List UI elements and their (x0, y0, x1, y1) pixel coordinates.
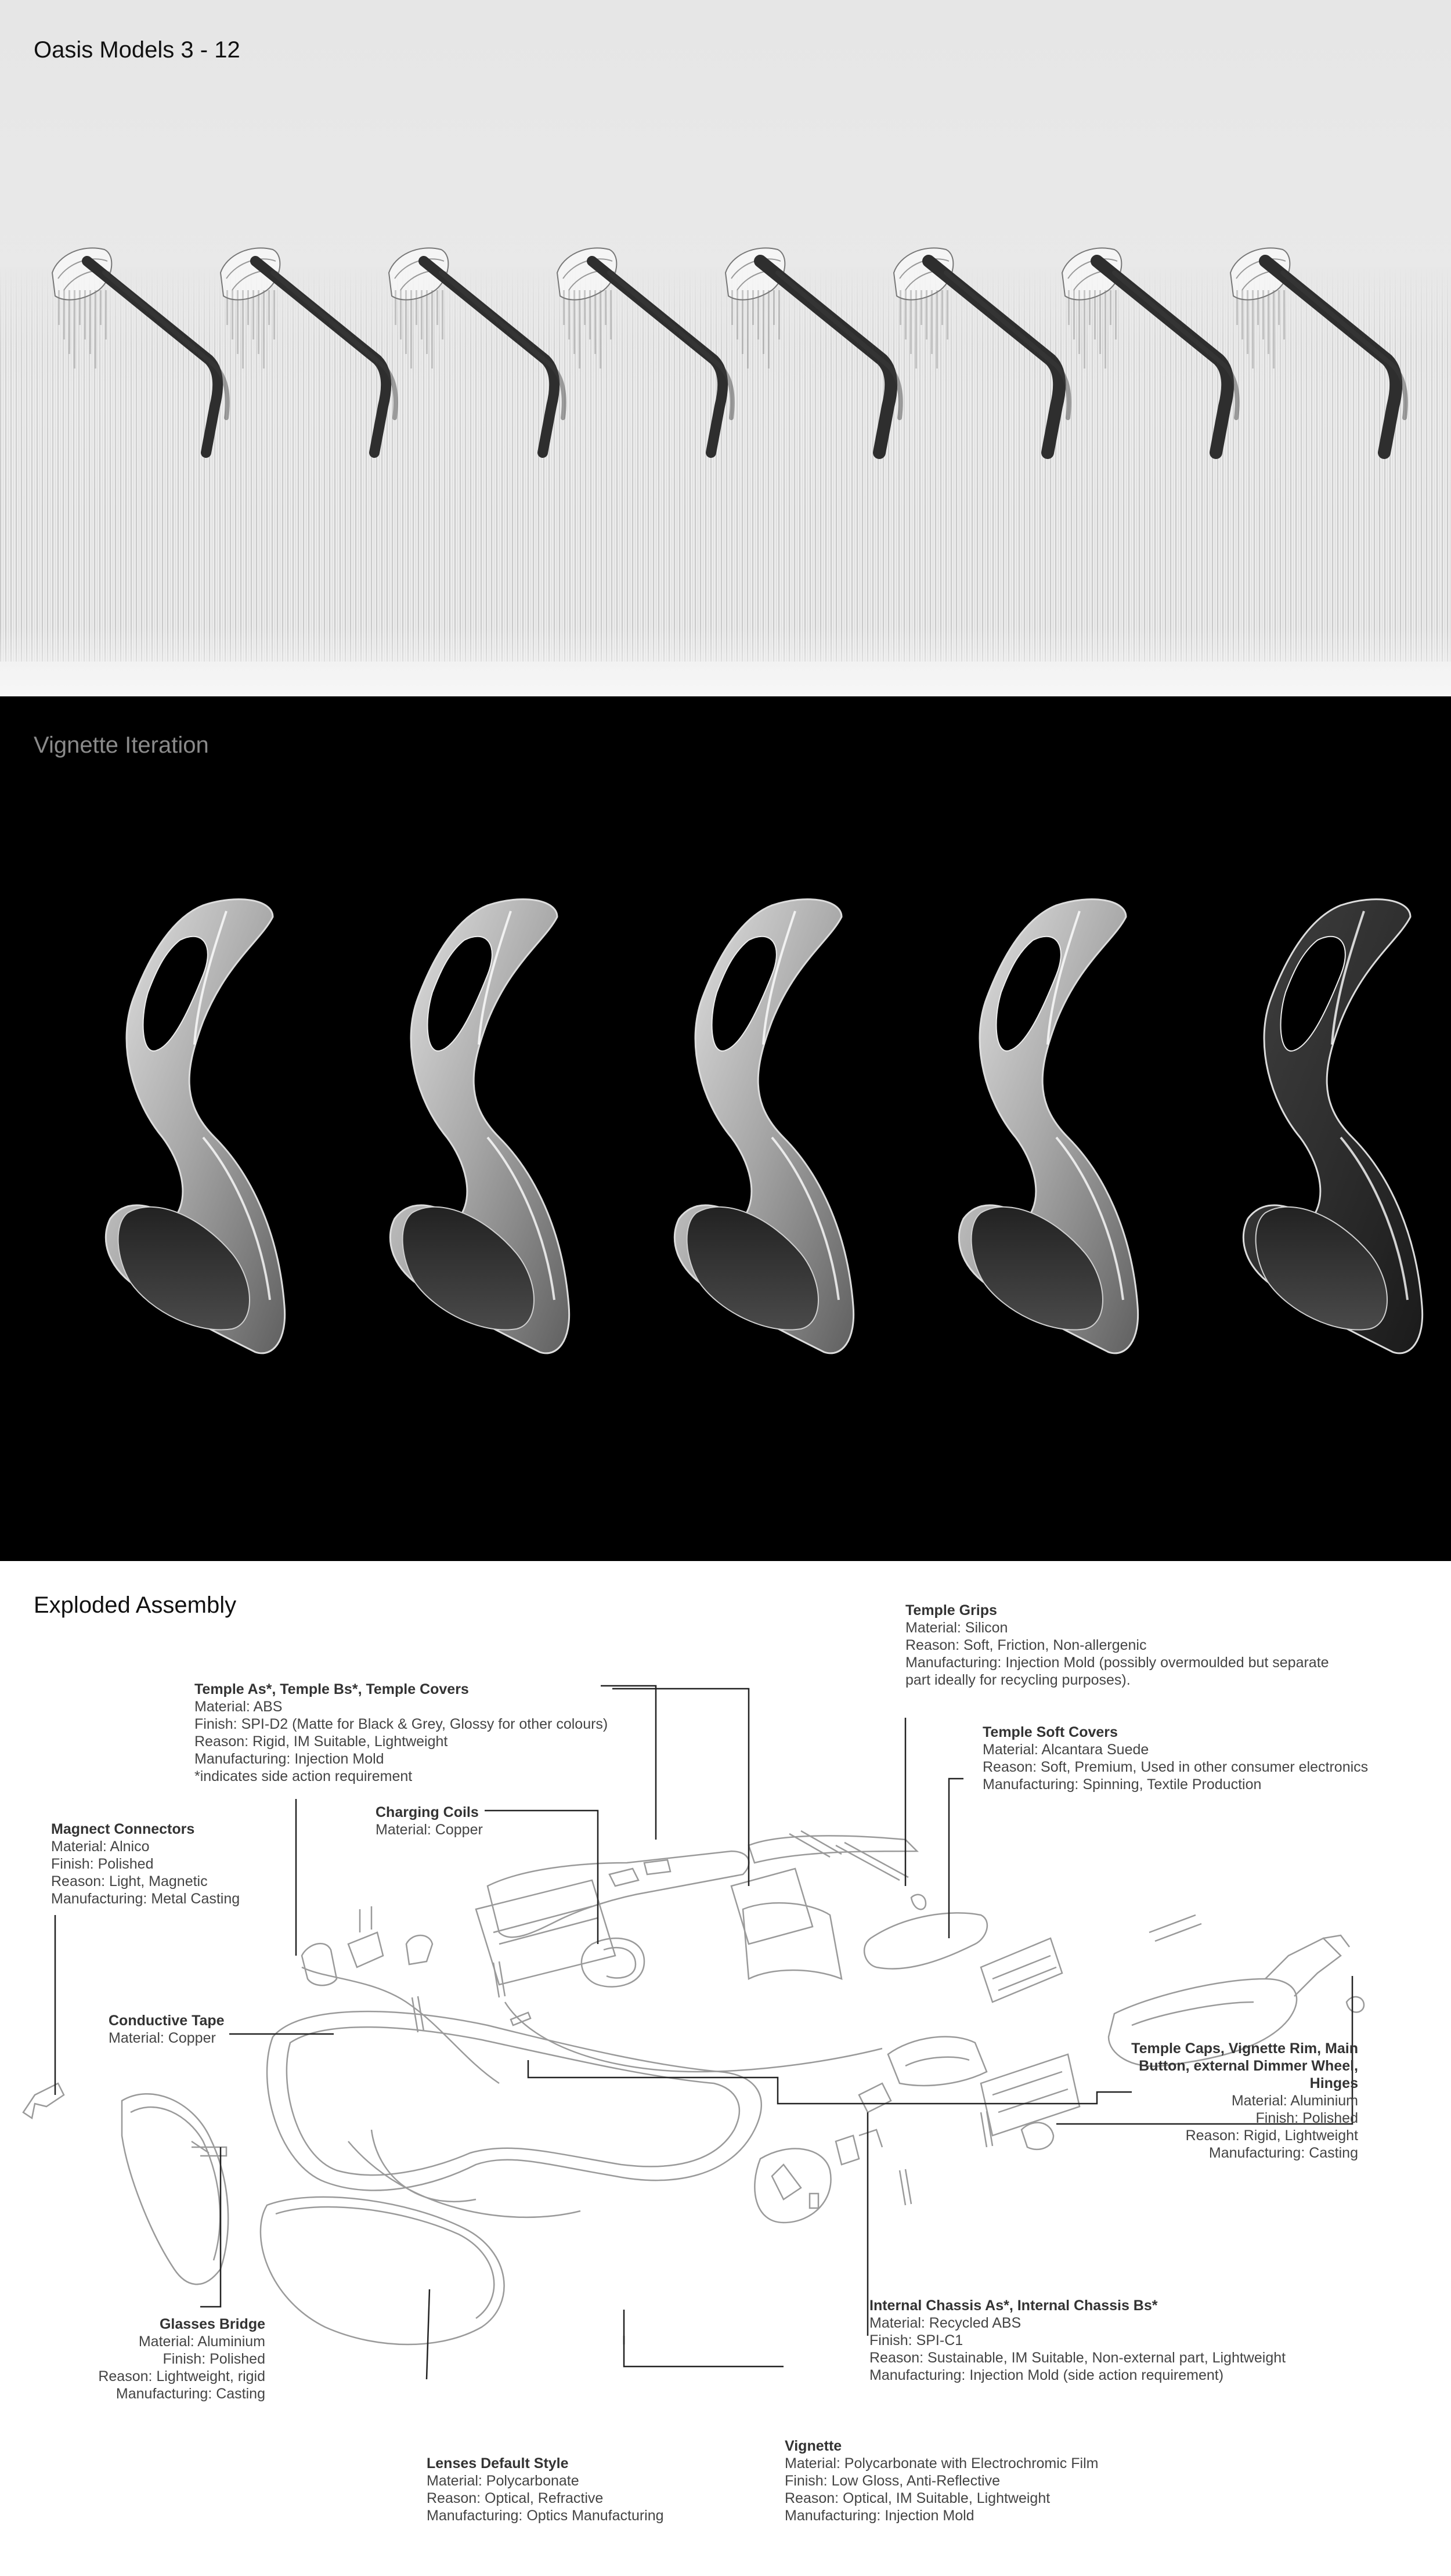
temple-soft-cover (864, 1913, 987, 1968)
annotation-heading: Button, external Dimmer Wheel, (1139, 2058, 1358, 2074)
annotation-line: Material: Polycarbonate (427, 2473, 579, 2489)
annotation-bridge (35, 2315, 265, 2402)
annotation-line: Reason: Sustainable, IM Suitable, Non-external part, Lightweight (869, 2350, 1286, 2366)
lens-left (122, 2094, 228, 2284)
lens-main (261, 2197, 504, 2344)
vignette-iteration (1243, 899, 1422, 1353)
annotation-line: Manufacturing: Spinning, Textile Production (983, 1776, 1262, 1793)
annotation-line: Reason: Rigid, IM Suitable, Lightweight (194, 1733, 448, 1750)
leader-temple-soft (949, 1779, 963, 1938)
models-title: Oasis Models 3 - 12 (34, 37, 240, 63)
annotation-line: Finish: SPI-C1 (869, 2332, 963, 2349)
annotation-temple-soft (983, 1724, 1401, 1793)
annotation-charging (376, 1804, 550, 1838)
annotation-heading: Glasses Bridge (159, 2316, 265, 2332)
annotation-line: Material: Polycarbonate with Electrochromic Film (785, 2455, 1099, 2472)
annotation-line: Reason: Optical, IM Suitable, Lightweight (785, 2490, 1051, 2506)
vignette-iteration (106, 899, 284, 1353)
annotation-line: Manufacturing: Metal Casting (51, 1891, 240, 1907)
annotation-line: Manufacturing: Casting (115, 2386, 265, 2402)
vignette-iteration (390, 899, 569, 1353)
vignette-iteration (674, 899, 853, 1353)
annotation-line: Material: Aluminium (1231, 2093, 1358, 2109)
leader-caps (528, 2060, 1132, 2104)
annotation-line: Material: Aluminium (138, 2333, 265, 2350)
leader-vignette (624, 2310, 784, 2367)
vignette-section (0, 696, 1451, 1561)
annotation-heading: Conductive Tape (109, 2013, 225, 2029)
magnet-connector (23, 2083, 64, 2118)
annotation-temple-as (194, 1681, 636, 1785)
annotation-heading: Internal Chassis As*, Internal Chassis Bs* (869, 2297, 1158, 2314)
temple-cover (731, 1869, 813, 1944)
annotation-line: Material: Alnico (51, 1838, 150, 1855)
annotation-line: Reason: Optical, Refractive (427, 2490, 604, 2506)
annotation-line: Finish: Polished (51, 1856, 154, 1872)
annotation-line: Material: Alcantara Suede (983, 1742, 1149, 1758)
annotation-line: Material: Copper (109, 2030, 216, 2046)
dimmer-wheel (1022, 2123, 1053, 2149)
annotation-line: Manufacturing: Optics Manufacturing (427, 2508, 664, 2524)
annotation-line: Material: Silicon (905, 1620, 1008, 1636)
leader-lenses-2 (427, 2289, 429, 2379)
annotation-line: Manufacturing: Injection Mold (possibly overmoulded but separate (905, 1654, 1329, 1671)
annotation-line: Material: ABS (194, 1699, 283, 1715)
vignette-iteration (959, 899, 1138, 1353)
annotation-line: Manufacturing: Injection Mold (194, 1751, 384, 1767)
annotation-temple-grips (905, 1602, 1381, 1689)
annotation-line: Finish: SPI-D2 (Matte for Black & Grey, Glossy for other colours) (194, 1716, 608, 1732)
annotation-caps (1103, 2040, 1358, 2162)
annotation-line: Manufacturing: Injection Mold (side action requirement) (869, 2367, 1224, 2383)
annotation-line: Reason: Light, Magnetic (51, 1873, 208, 1889)
assembly-title: Exploded Assembly (34, 1592, 237, 1618)
internal-chassis (888, 2037, 987, 2086)
annotation-chassis (869, 2297, 1334, 2384)
annotation-line: Reason: Soft, Premium, Used in other consumer electronics (983, 1759, 1369, 1775)
annotation-heading: Temple Caps, Vignette Rim, Main (1131, 2040, 1358, 2057)
annotation-heading: Hinges (1309, 2075, 1358, 2091)
annotation-heading: Temple Grips (905, 1602, 997, 1618)
annotation-line: Reason: Soft, Friction, Non-allergenic (905, 1637, 1147, 1653)
annotation-lenses (427, 2455, 752, 2524)
annotation-magnet (51, 1820, 295, 1907)
vignette-frame (267, 2011, 761, 2190)
annotation-heading: Charging Coils (376, 1804, 479, 1820)
annotation-line: Reason: Lightweight, rigid (98, 2368, 265, 2384)
annotation-line: Finish: Polished (163, 2351, 265, 2367)
annotation-heading: Lenses Default Style (427, 2455, 569, 2472)
annotation-heading: Temple As*, Temple Bs*, Temple Covers (194, 1681, 469, 1697)
annotation-line: Material: Recycled ABS (869, 2315, 1022, 2331)
vignette-title: Vignette Iteration (34, 732, 209, 758)
annotation-heading: Magnect Connectors (51, 1821, 195, 1837)
annotation-heading: Temple Soft Covers (983, 1724, 1118, 1740)
assembly-section (0, 1561, 1451, 2576)
annotation-line: Reason: Rigid, Lightweight (1185, 2127, 1358, 2144)
annotation-tape (109, 2012, 283, 2047)
annotation-line: *indicates side action requirement (194, 1768, 413, 1784)
annotation-line: Finish: Polished (1255, 2110, 1358, 2126)
models-render (0, 0, 1451, 696)
annotation-line: part ideally for recycling purposes). (905, 1672, 1131, 1688)
vignette-render (0, 696, 1451, 1561)
models-section (0, 0, 1451, 696)
annotation-line: Manufacturing: Injection Mold (785, 2508, 974, 2524)
annotation-line: Manufacturing: Casting (1208, 2145, 1358, 2161)
annotation-heading: Vignette (785, 2438, 842, 2454)
annotation-vignette (785, 2437, 1133, 2524)
annotation-line: Finish: Low Gloss, Anti-Reflective (785, 2473, 1000, 2489)
annotation-line: Material: Copper (376, 1822, 483, 1838)
